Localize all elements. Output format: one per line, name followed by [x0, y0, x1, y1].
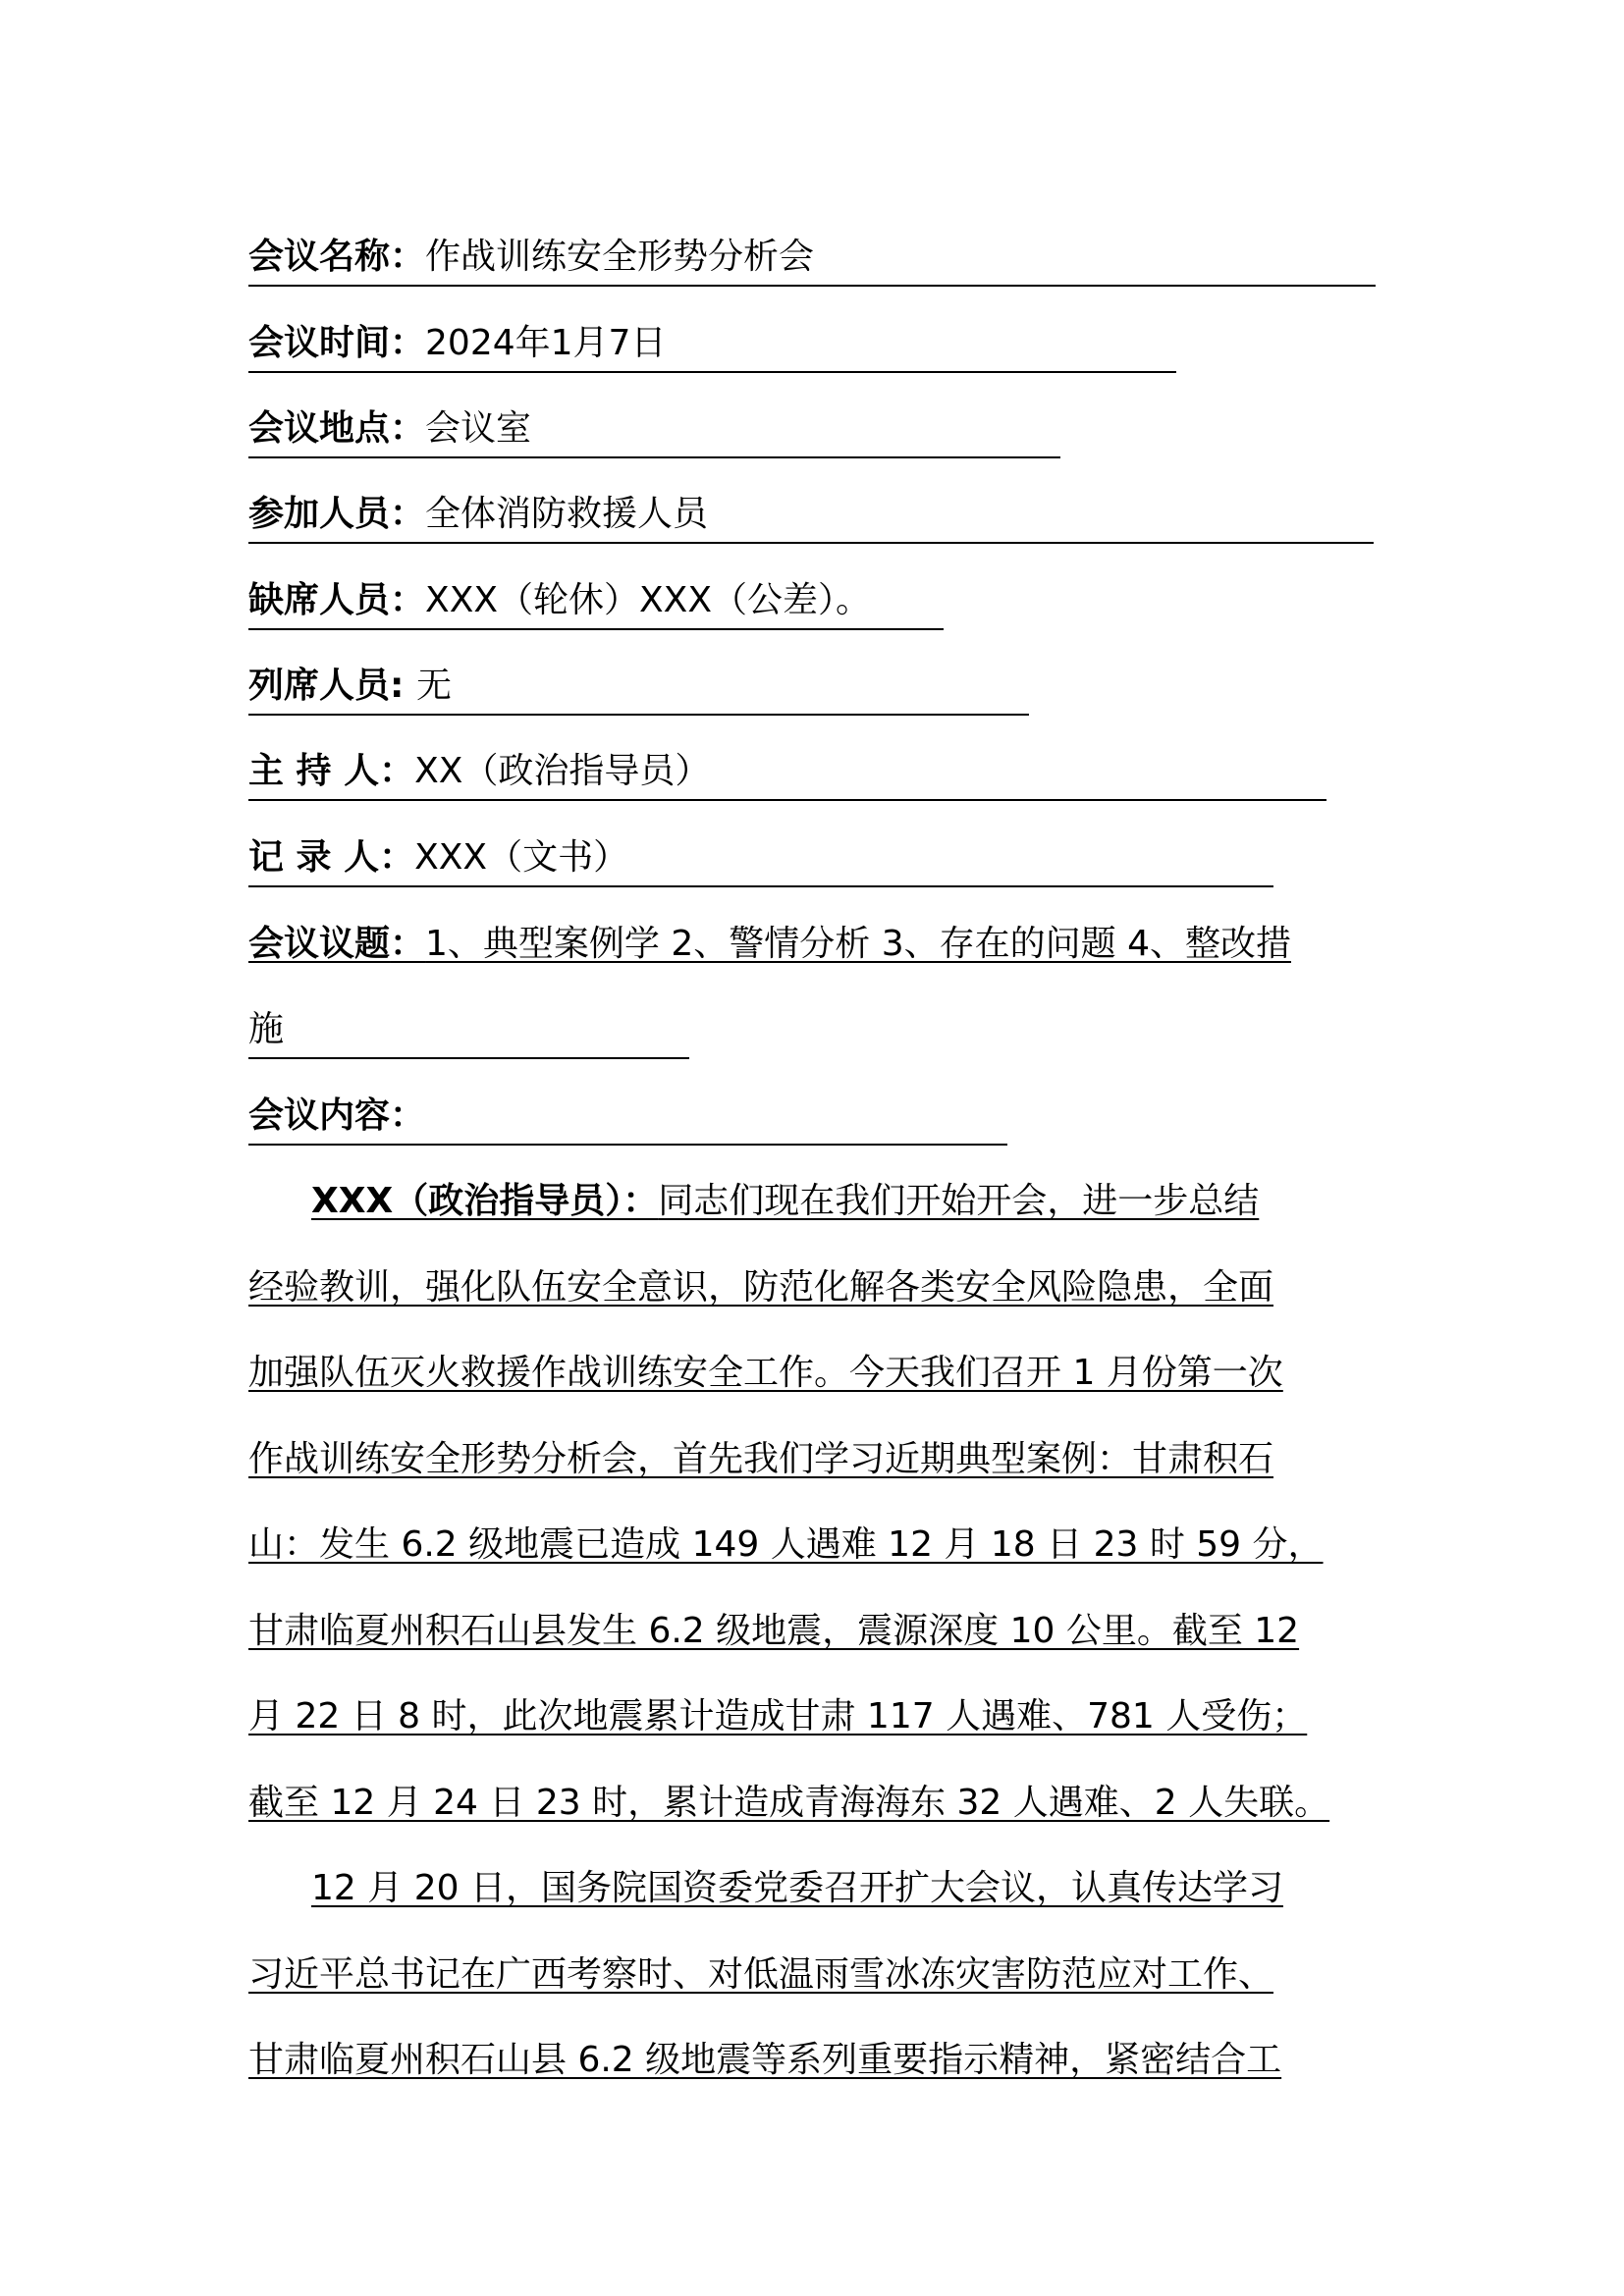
agenda-sep: ：	[390, 924, 426, 964]
paragraph-1-line-3: 加强队伍灭火救援作战训练安全工作。今天我们召开 1 月份第一次	[248, 1353, 1283, 1393]
agenda-line-2-underline	[248, 1000, 689, 1059]
meeting-time-sep: ：	[390, 323, 426, 363]
paragraph-1-line-6: 甘肃临夏州积石山县发生 6.2 级地震，震源深度 10 公里。截至 12	[248, 1611, 1300, 1651]
meeting-place-sep: ：	[390, 408, 426, 449]
meeting-place-label: 会议地点	[248, 408, 391, 449]
agenda-row-2	[248, 1000, 284, 1059]
paragraph-1-line-2: 经验教训，强化队伍安全意识，防范化解各类安全风险隐患，全面	[248, 1267, 1274, 1308]
observers-row	[248, 657, 452, 716]
recorder-value: XXX（文书）	[414, 837, 629, 878]
recorder-sep: ：	[379, 837, 415, 878]
paragraph-1-line-1	[248, 1172, 1259, 1231]
observers-sep: :	[390, 666, 416, 706]
content-sep: ：	[390, 1095, 426, 1136]
paragraph-2-line-2: 习近平总书记在广西考察时、对低温雨雪冰冻灾害防范应对工作、	[248, 1954, 1274, 1995]
paragraph-2-text-1: 12 月 20 日，国务院国资委党委召开扩大会议，认真传达学习	[311, 1868, 1283, 1908]
recorder-row	[248, 828, 628, 887]
host-value: XX（政治指导员）	[414, 751, 711, 791]
meeting-time-label: 会议时间	[248, 323, 391, 363]
meeting-name-sep: ：	[390, 237, 426, 277]
paragraph-2-line-3: 甘肃临夏州积石山县 6.2 级地震等系列重要指示精神，紧密结合工	[248, 2040, 1282, 2080]
absent-sep: ：	[390, 580, 426, 620]
absent-label: 缺席人员	[248, 580, 391, 620]
paragraph-indent	[248, 1172, 311, 1231]
agenda-label: 会议议题	[248, 924, 391, 964]
meeting-place-row	[248, 400, 531, 458]
agenda-line-1: 1、典型案例学 2、警情分析 3、存在的问题 4、整改措	[425, 924, 1291, 964]
attendees-row	[248, 485, 708, 544]
content-label: 会议内容	[248, 1095, 391, 1136]
paragraph-1-line-8: 截至 12 月 24 日 23 时，累计造成青海海东 32 人遇难、2 人失联。	[248, 1783, 1330, 1823]
speaker-label: XXX（政治指导员）：	[311, 1181, 659, 1221]
attendees-label: 参加人员	[248, 494, 391, 534]
absent-row	[248, 571, 871, 630]
attendees-value: 全体消防救援人员	[425, 494, 709, 534]
paragraph-1-line-4: 作战训练安全形势分析会，首先我们学习近期典型案例：甘肃积石	[248, 1439, 1274, 1479]
meeting-name-row	[248, 228, 814, 287]
paragraph-1-line-5: 山：发生 6.2 级地震已造成 149 人遇难 12 月 18 日 23 时 59 分，	[248, 1524, 1324, 1565]
observers-value: 无	[415, 666, 452, 706]
agenda-line-2: 施	[248, 1009, 285, 1049]
meeting-place-value: 会议室	[425, 408, 532, 449]
host-label: 主 持 人	[248, 751, 380, 791]
observers-label: 列席人员	[248, 666, 391, 706]
paragraph-indent-2	[248, 1859, 311, 1918]
host-sep: ：	[379, 751, 415, 791]
attendees-sep: ：	[390, 494, 426, 534]
recorder-label: 记 录 人	[248, 837, 380, 878]
agenda-row	[248, 915, 1291, 974]
meeting-name-label: 会议名称	[248, 237, 391, 277]
paragraph-2-line-1	[248, 1859, 1283, 1918]
paragraph-1-line-7: 月 22 日 8 时，此次地震累计造成甘肃 117 人遇难、781 人受伤；	[248, 1696, 1308, 1736]
meeting-time-row	[248, 314, 666, 373]
paragraph-1-text-1: 同志们现在我们开始开会，进一步总结	[658, 1181, 1260, 1221]
host-row	[248, 742, 710, 801]
absent-value: XXX（轮休）XXX（公差）。	[425, 580, 872, 620]
meeting-name-value: 作战训练安全形势分析会	[425, 237, 815, 277]
content-row	[248, 1087, 425, 1146]
meeting-time-value: 2024年1月7日	[425, 323, 667, 363]
